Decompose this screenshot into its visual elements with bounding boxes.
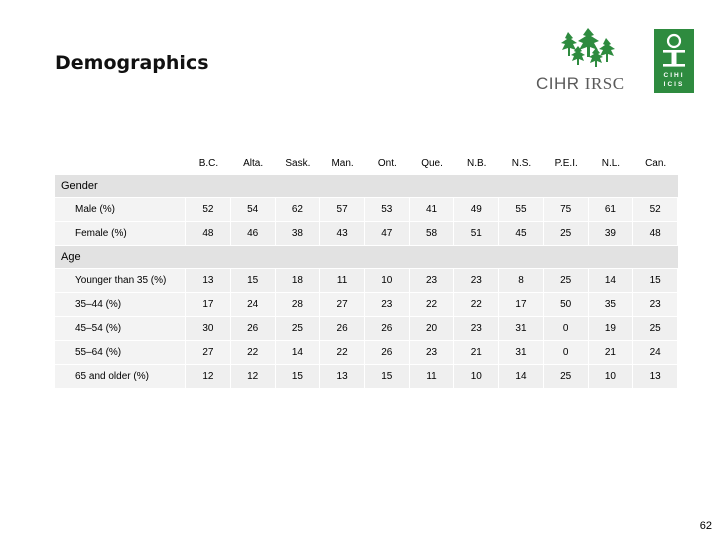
demographics-table bbox=[55, 152, 678, 389]
row-label: Female (%) bbox=[55, 222, 186, 246]
table-cell: 25 bbox=[544, 365, 589, 389]
table-cell: 21 bbox=[589, 341, 634, 365]
column-header: N.L. bbox=[589, 152, 634, 175]
table-cell: 54 bbox=[231, 198, 276, 222]
row-label: Male (%) bbox=[55, 198, 186, 222]
table-cell: 50 bbox=[544, 293, 589, 317]
column-header: Ont. bbox=[365, 152, 410, 175]
row-label: 55–64 (%) bbox=[55, 341, 186, 365]
table-cell: 51 bbox=[454, 222, 499, 246]
section-header-row bbox=[55, 175, 678, 198]
table-cell: 14 bbox=[589, 269, 634, 293]
table-cell: 23 bbox=[365, 293, 410, 317]
table-cell: 53 bbox=[365, 198, 410, 222]
cihr-wordmark-left: CIHR bbox=[536, 74, 580, 93]
column-header: Can. bbox=[633, 152, 678, 175]
table-cell: 28 bbox=[276, 293, 321, 317]
table-cell: 26 bbox=[320, 317, 365, 341]
table-cell: 13 bbox=[633, 365, 678, 389]
table-row bbox=[55, 269, 678, 293]
table-cell: 48 bbox=[633, 222, 678, 246]
table-cell: 21 bbox=[454, 341, 499, 365]
section-label: Age bbox=[55, 246, 678, 269]
column-header: N.B. bbox=[454, 152, 499, 175]
table-cell: 15 bbox=[365, 365, 410, 389]
table-cell: 26 bbox=[365, 341, 410, 365]
table-row bbox=[55, 365, 678, 389]
table-cell: 10 bbox=[589, 365, 634, 389]
table-cell: 15 bbox=[276, 365, 321, 389]
table-cell: 17 bbox=[499, 293, 544, 317]
table-cell: 31 bbox=[499, 317, 544, 341]
column-header: Man. bbox=[320, 152, 365, 175]
table-cell: 25 bbox=[633, 317, 678, 341]
table-cell: 22 bbox=[410, 293, 455, 317]
table-cell: 23 bbox=[454, 317, 499, 341]
column-header: N.S. bbox=[499, 152, 544, 175]
table-cell: 25 bbox=[544, 222, 589, 246]
page-number: 62 bbox=[699, 520, 712, 532]
table-cell: 0 bbox=[544, 341, 589, 365]
table-row bbox=[55, 293, 678, 317]
table-cell: 23 bbox=[410, 269, 455, 293]
table-cell: 38 bbox=[276, 222, 321, 246]
table-cell: 27 bbox=[320, 293, 365, 317]
table-cell: 10 bbox=[454, 365, 499, 389]
table-cell: 43 bbox=[320, 222, 365, 246]
table-cell: 52 bbox=[186, 198, 231, 222]
table-cell: 22 bbox=[454, 293, 499, 317]
table-cell: 0 bbox=[544, 317, 589, 341]
column-header: P.E.I. bbox=[544, 152, 589, 175]
cihi-icis-logo bbox=[654, 29, 694, 93]
table-row bbox=[55, 341, 678, 365]
section-label: Gender bbox=[55, 175, 678, 198]
column-header: Alta. bbox=[231, 152, 276, 175]
table-cell: 62 bbox=[276, 198, 321, 222]
table-cell: 57 bbox=[320, 198, 365, 222]
table-row bbox=[55, 222, 678, 246]
table-cell: 13 bbox=[320, 365, 365, 389]
section-header-row bbox=[55, 246, 678, 269]
table-row bbox=[55, 198, 678, 222]
table-cell: 24 bbox=[633, 341, 678, 365]
table-cell: 39 bbox=[589, 222, 634, 246]
slide-title: Demographics bbox=[55, 52, 209, 74]
table-cell: 31 bbox=[499, 341, 544, 365]
table-cell: 15 bbox=[231, 269, 276, 293]
table-cell: 46 bbox=[231, 222, 276, 246]
icis-text: ICIS bbox=[663, 81, 685, 88]
table-cell: 47 bbox=[365, 222, 410, 246]
table-cell: 22 bbox=[320, 341, 365, 365]
cihi-emblem-icon bbox=[654, 29, 694, 93]
table-cell: 23 bbox=[633, 293, 678, 317]
table-cell: 25 bbox=[544, 269, 589, 293]
table-cell: 23 bbox=[454, 269, 499, 293]
table-cell: 24 bbox=[231, 293, 276, 317]
table-cell: 15 bbox=[633, 269, 678, 293]
table-cell: 48 bbox=[186, 222, 231, 246]
table-cell: 26 bbox=[231, 317, 276, 341]
table-cell: 45 bbox=[499, 222, 544, 246]
column-header: Sask. bbox=[276, 152, 321, 175]
column-header: Que. bbox=[410, 152, 455, 175]
column-header-row bbox=[55, 152, 678, 175]
table-cell: 23 bbox=[410, 341, 455, 365]
row-label: Younger than 35 (%) bbox=[55, 269, 186, 293]
table-cell: 26 bbox=[365, 317, 410, 341]
table-cell: 41 bbox=[410, 198, 455, 222]
table-cell: 19 bbox=[589, 317, 634, 341]
table-cell: 18 bbox=[276, 269, 321, 293]
table-cell: 14 bbox=[499, 365, 544, 389]
table-cell: 52 bbox=[633, 198, 678, 222]
row-label: 45–54 (%) bbox=[55, 317, 186, 341]
table-cell: 13 bbox=[186, 269, 231, 293]
table-cell: 61 bbox=[589, 198, 634, 222]
table-cell: 11 bbox=[320, 269, 365, 293]
table-cell: 17 bbox=[186, 293, 231, 317]
table-cell: 22 bbox=[231, 341, 276, 365]
table-cell: 20 bbox=[410, 317, 455, 341]
table-cell: 30 bbox=[186, 317, 231, 341]
table-cell: 14 bbox=[276, 341, 321, 365]
cihr-wordmark-right: IRSC bbox=[584, 74, 625, 93]
row-label: 65 and older (%) bbox=[55, 365, 186, 389]
table-cell: 12 bbox=[231, 365, 276, 389]
cihi-text: CIHI bbox=[663, 72, 685, 79]
table-cell: 8 bbox=[499, 269, 544, 293]
cihr-wordmark bbox=[536, 74, 625, 94]
table-cell: 12 bbox=[186, 365, 231, 389]
row-label: 35–44 (%) bbox=[55, 293, 186, 317]
table-cell: 75 bbox=[544, 198, 589, 222]
table-cell: 10 bbox=[365, 269, 410, 293]
table-cell: 35 bbox=[589, 293, 634, 317]
table-cell: 49 bbox=[454, 198, 499, 222]
table-row bbox=[55, 317, 678, 341]
table-cell: 11 bbox=[410, 365, 455, 389]
table-cell: 55 bbox=[499, 198, 544, 222]
table-cell: 58 bbox=[410, 222, 455, 246]
corner-cell bbox=[55, 152, 186, 175]
column-header: B.C. bbox=[186, 152, 231, 175]
table-cell: 25 bbox=[276, 317, 321, 341]
table-cell: 27 bbox=[186, 341, 231, 365]
